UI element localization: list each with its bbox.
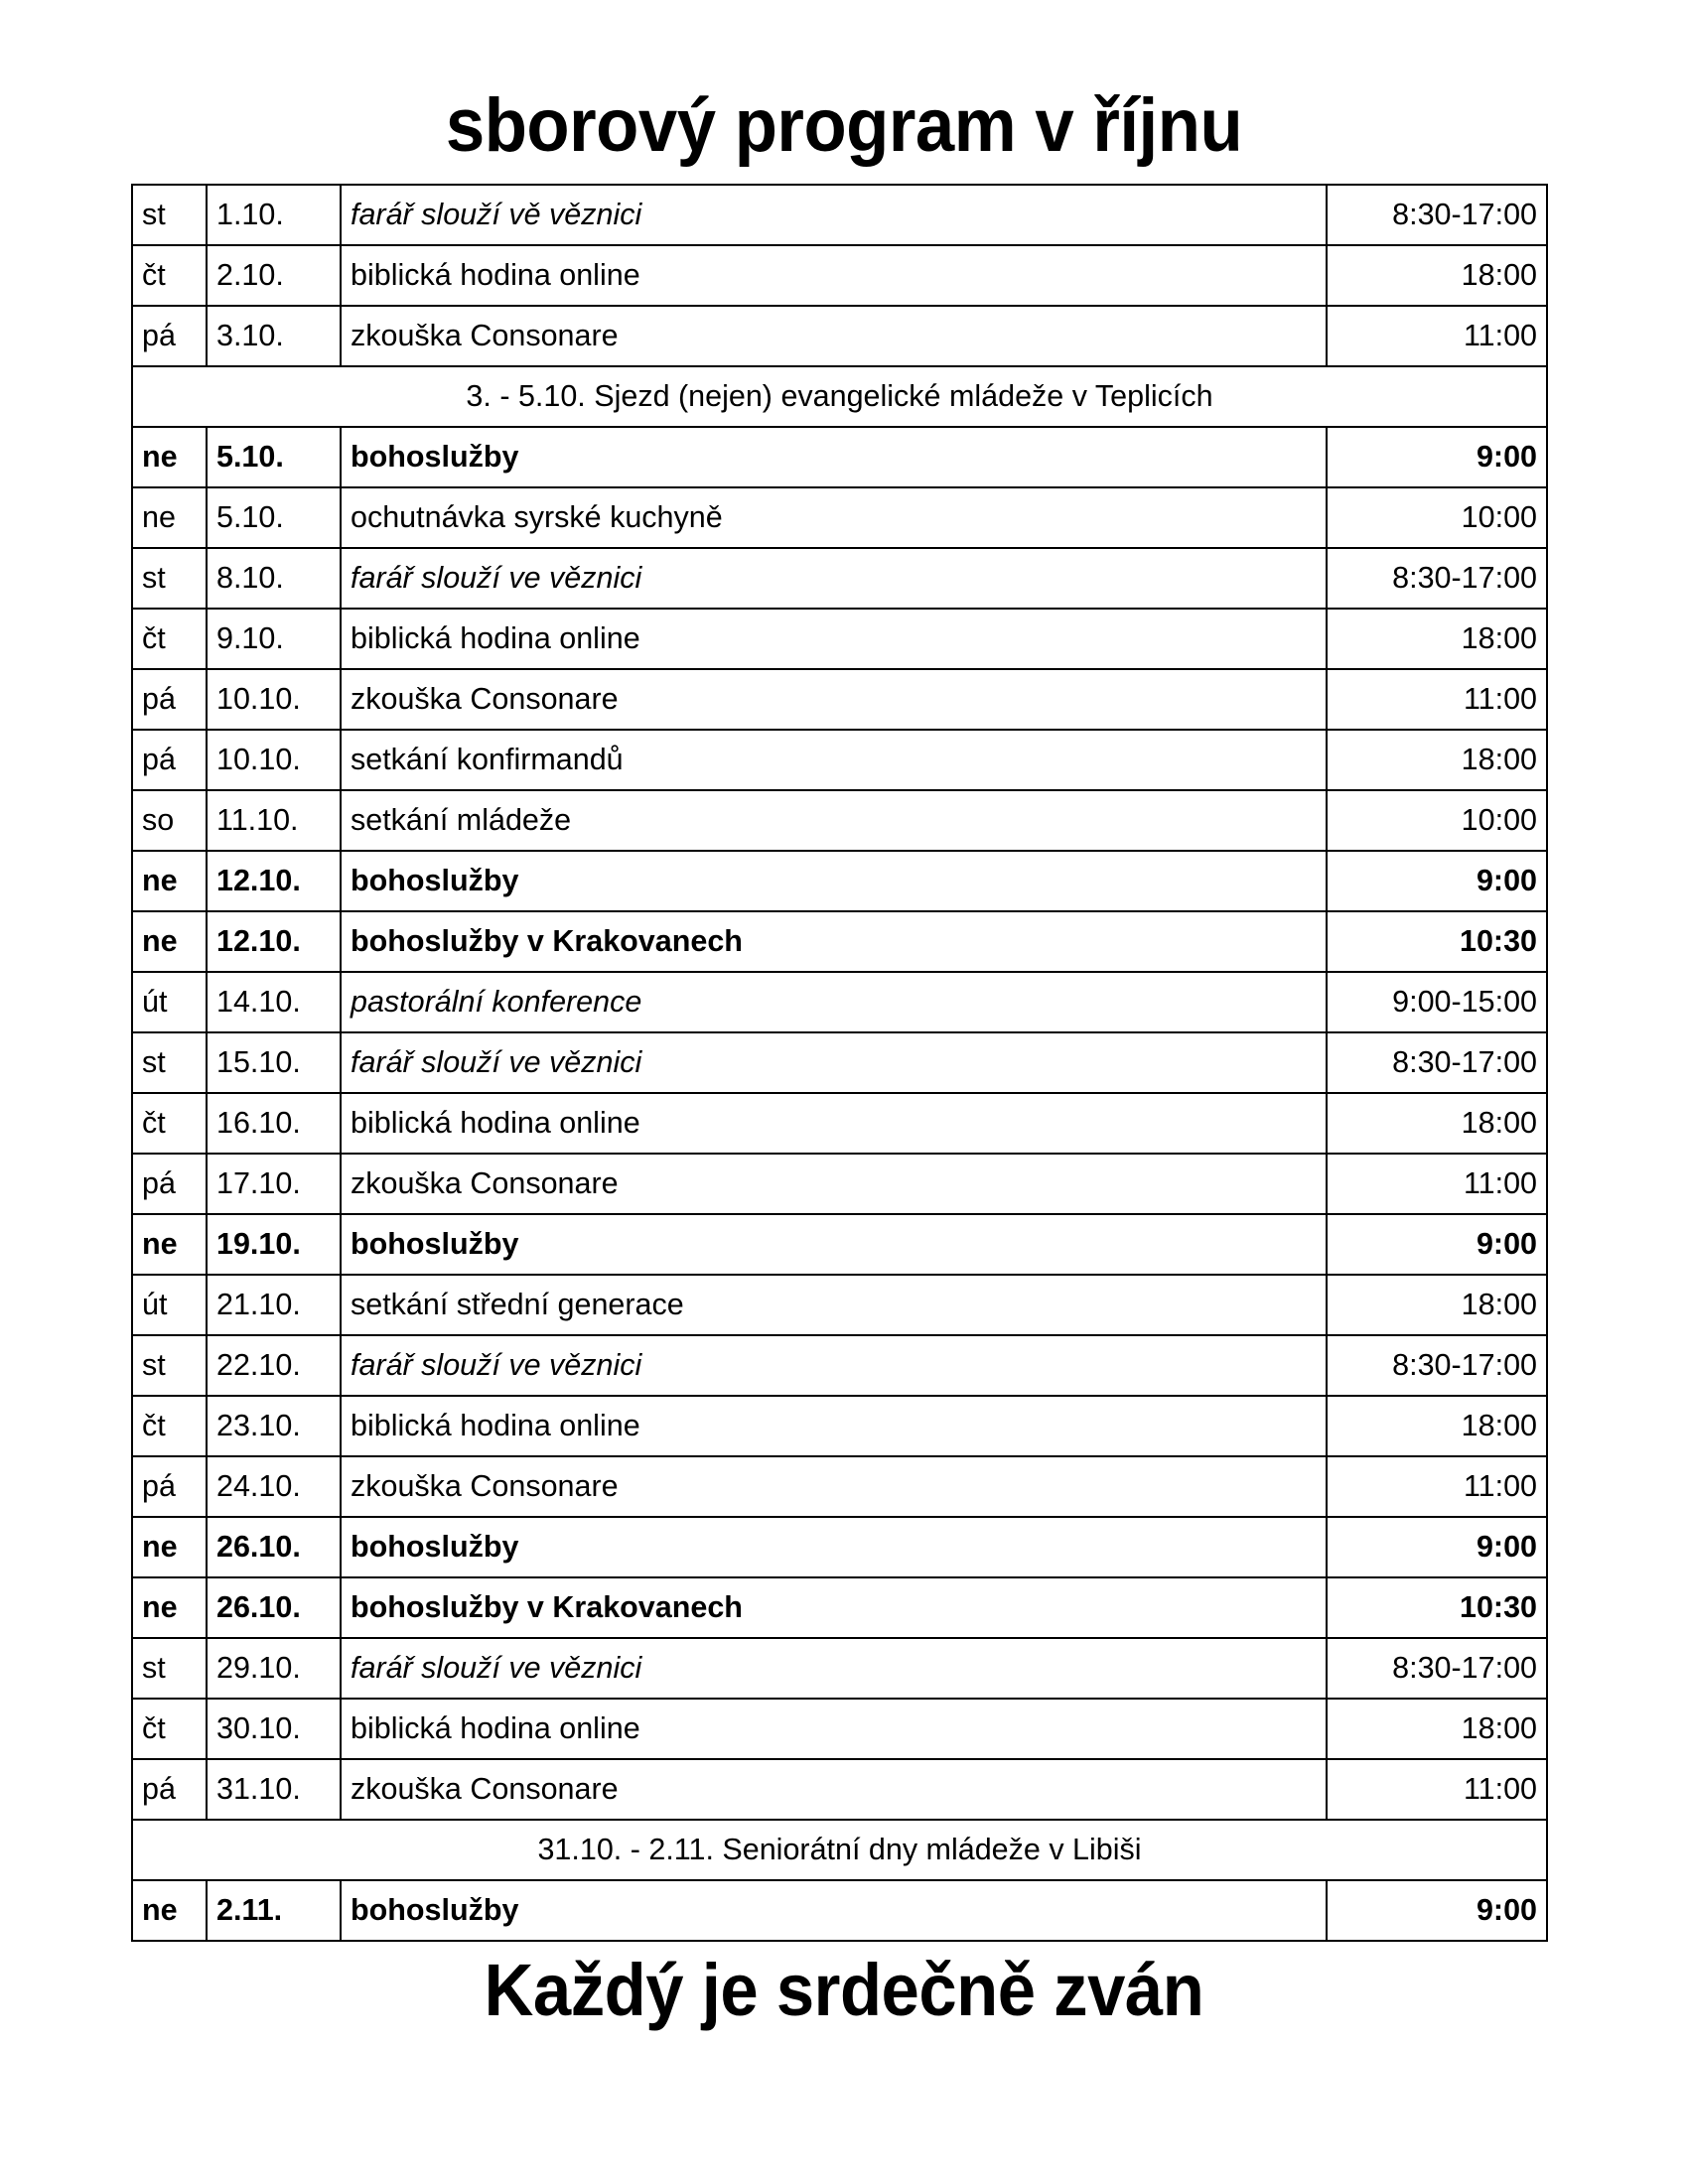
- cell-time: 8:30-17:00: [1327, 185, 1547, 245]
- cell-weekday: út: [132, 1275, 207, 1335]
- cell-time: 9:00-15:00: [1327, 972, 1547, 1032]
- cell-date: 3.10.: [207, 306, 341, 366]
- cell-event: farář slouží ve věznici: [341, 1032, 1327, 1093]
- cell-weekday: ne: [132, 1880, 207, 1941]
- cell-weekday: čt: [132, 1699, 207, 1759]
- cell-weekday: ne: [132, 427, 207, 487]
- cell-date: 10.10.: [207, 730, 341, 790]
- cell-time: 18:00: [1327, 1275, 1547, 1335]
- cell-event: bohoslužby v Krakovanech: [341, 1577, 1327, 1638]
- cell-time: 18:00: [1327, 1093, 1547, 1154]
- cell-date: 22.10.: [207, 1335, 341, 1396]
- cell-event: farář slouží ve věznici: [341, 1335, 1327, 1396]
- table-row: [132, 790, 1547, 851]
- cell-time: 11:00: [1327, 1759, 1547, 1820]
- cell-event: farář slouží vě věznici: [341, 185, 1327, 245]
- page-footer-invitation: Každý je srdečně zván: [484, 1949, 1204, 2031]
- cell-weekday: st: [132, 1638, 207, 1699]
- table-row: [132, 306, 1547, 366]
- cell-time: 18:00: [1327, 1396, 1547, 1456]
- cell-weekday: čt: [132, 245, 207, 306]
- table-row: [132, 1577, 1547, 1638]
- cell-date: 19.10.: [207, 1214, 341, 1275]
- cell-weekday: ne: [132, 1214, 207, 1275]
- cell-time: 18:00: [1327, 609, 1547, 669]
- cell-date: 26.10.: [207, 1517, 341, 1577]
- cell-time: 8:30-17:00: [1327, 1638, 1547, 1699]
- cell-weekday: čt: [132, 609, 207, 669]
- cell-weekday: st: [132, 548, 207, 609]
- cell-event: zkouška Consonare: [341, 1456, 1327, 1517]
- schedule-table-container: [131, 184, 1546, 1942]
- cell-event: bohoslužby v Krakovanech: [341, 911, 1327, 972]
- cell-date: 2.11.: [207, 1880, 341, 1941]
- cell-event: pastorální konference: [341, 972, 1327, 1032]
- cell-weekday: pá: [132, 730, 207, 790]
- schedule-table: [131, 184, 1548, 1942]
- cell-weekday: pá: [132, 1456, 207, 1517]
- cell-time: 10:30: [1327, 911, 1547, 972]
- cell-time: 8:30-17:00: [1327, 1032, 1547, 1093]
- cell-time: 10:00: [1327, 790, 1547, 851]
- cell-time: 8:30-17:00: [1327, 1335, 1547, 1396]
- table-row: [132, 911, 1547, 972]
- cell-date: 23.10.: [207, 1396, 341, 1456]
- cell-date: 5.10.: [207, 427, 341, 487]
- cell-date: 11.10.: [207, 790, 341, 851]
- cell-event: biblická hodina online: [341, 609, 1327, 669]
- cell-weekday: ne: [132, 911, 207, 972]
- cell-event: biblická hodina online: [341, 245, 1327, 306]
- table-row: [132, 851, 1547, 911]
- cell-event: farář slouží ve věznici: [341, 1638, 1327, 1699]
- cell-time: 10:30: [1327, 1577, 1547, 1638]
- cell-time: 9:00: [1327, 1880, 1547, 1941]
- cell-date: 26.10.: [207, 1577, 341, 1638]
- cell-date: 12.10.: [207, 911, 341, 972]
- cell-date: 24.10.: [207, 1456, 341, 1517]
- cell-date: 14.10.: [207, 972, 341, 1032]
- table-row: [132, 1214, 1547, 1275]
- cell-weekday: ne: [132, 1517, 207, 1577]
- table-row: [132, 730, 1547, 790]
- cell-weekday: čt: [132, 1396, 207, 1456]
- cell-event: bohoslužby: [341, 427, 1327, 487]
- cell-time: 11:00: [1327, 306, 1547, 366]
- table-row-banner: [132, 366, 1547, 427]
- cell-weekday: pá: [132, 306, 207, 366]
- cell-time: 18:00: [1327, 245, 1547, 306]
- table-row: [132, 972, 1547, 1032]
- table-row: [132, 1517, 1547, 1577]
- table-row: [132, 669, 1547, 730]
- cell-date: 9.10.: [207, 609, 341, 669]
- cell-time: 9:00: [1327, 427, 1547, 487]
- cell-event: bohoslužby: [341, 1517, 1327, 1577]
- table-row: [132, 1154, 1547, 1214]
- cell-date: 21.10.: [207, 1275, 341, 1335]
- table-row: [132, 1759, 1547, 1820]
- cell-weekday: ne: [132, 1577, 207, 1638]
- cell-event: biblická hodina online: [341, 1093, 1327, 1154]
- table-row: [132, 609, 1547, 669]
- cell-event: zkouška Consonare: [341, 669, 1327, 730]
- cell-date: 2.10.: [207, 245, 341, 306]
- cell-weekday: út: [132, 972, 207, 1032]
- cell-date: 1.10.: [207, 185, 341, 245]
- cell-weekday: st: [132, 1032, 207, 1093]
- table-row-banner: [132, 1820, 1547, 1880]
- cell-weekday: ne: [132, 487, 207, 548]
- cell-time: 9:00: [1327, 851, 1547, 911]
- table-row: [132, 1275, 1547, 1335]
- cell-time: 11:00: [1327, 1154, 1547, 1214]
- table-row: [132, 185, 1547, 245]
- table-row: [132, 548, 1547, 609]
- cell-time: 11:00: [1327, 1456, 1547, 1517]
- cell-event: biblická hodina online: [341, 1699, 1327, 1759]
- cell-weekday: st: [132, 1335, 207, 1396]
- table-row: [132, 1699, 1547, 1759]
- cell-date: 16.10.: [207, 1093, 341, 1154]
- cell-event: biblická hodina online: [341, 1396, 1327, 1456]
- page-title: sborový program v říjnu: [445, 82, 1243, 168]
- cell-event: ochutnávka syrské kuchyně: [341, 487, 1327, 548]
- table-row: [132, 245, 1547, 306]
- cell-weekday: pá: [132, 669, 207, 730]
- table-row: [132, 1396, 1547, 1456]
- table-row: [132, 1032, 1547, 1093]
- cell-event: zkouška Consonare: [341, 306, 1327, 366]
- cell-time: 10:00: [1327, 487, 1547, 548]
- table-row: [132, 1335, 1547, 1396]
- cell-event: setkání mládeže: [341, 790, 1327, 851]
- cell-time: 9:00: [1327, 1214, 1547, 1275]
- cell-event: zkouška Consonare: [341, 1154, 1327, 1214]
- table-row: [132, 1638, 1547, 1699]
- cell-date: 10.10.: [207, 669, 341, 730]
- table-row: [132, 427, 1547, 487]
- banner-text: 3. - 5.10. Sjezd (nejen) evangelické mládeže v Teplicích: [132, 366, 1547, 427]
- table-row: [132, 1093, 1547, 1154]
- table-row: [132, 487, 1547, 548]
- cell-date: 30.10.: [207, 1699, 341, 1759]
- table-row: [132, 1880, 1547, 1941]
- cell-date: 31.10.: [207, 1759, 341, 1820]
- cell-weekday: čt: [132, 1093, 207, 1154]
- cell-event: setkání konfirmandů: [341, 730, 1327, 790]
- cell-weekday: ne: [132, 851, 207, 911]
- cell-weekday: so: [132, 790, 207, 851]
- cell-weekday: pá: [132, 1154, 207, 1214]
- cell-event: zkouška Consonare: [341, 1759, 1327, 1820]
- cell-date: 5.10.: [207, 487, 341, 548]
- cell-weekday: pá: [132, 1759, 207, 1820]
- cell-event: setkání střední generace: [341, 1275, 1327, 1335]
- table-row: [132, 1456, 1547, 1517]
- cell-event: bohoslužby: [341, 851, 1327, 911]
- cell-date: 8.10.: [207, 548, 341, 609]
- cell-time: 18:00: [1327, 730, 1547, 790]
- cell-time: 8:30-17:00: [1327, 548, 1547, 609]
- cell-date: 29.10.: [207, 1638, 341, 1699]
- cell-weekday: st: [132, 185, 207, 245]
- schedule-table-body: [132, 185, 1547, 1941]
- cell-time: 18:00: [1327, 1699, 1547, 1759]
- banner-text: 31.10. - 2.11. Seniorátní dny mládeže v Libiši: [132, 1820, 1547, 1880]
- cell-date: 15.10.: [207, 1032, 341, 1093]
- cell-time: 11:00: [1327, 669, 1547, 730]
- cell-event: bohoslužby: [341, 1214, 1327, 1275]
- cell-time: 9:00: [1327, 1517, 1547, 1577]
- cell-date: 17.10.: [207, 1154, 341, 1214]
- cell-date: 12.10.: [207, 851, 341, 911]
- cell-event: farář slouží ve věznici: [341, 548, 1327, 609]
- cell-event: bohoslužby: [341, 1880, 1327, 1941]
